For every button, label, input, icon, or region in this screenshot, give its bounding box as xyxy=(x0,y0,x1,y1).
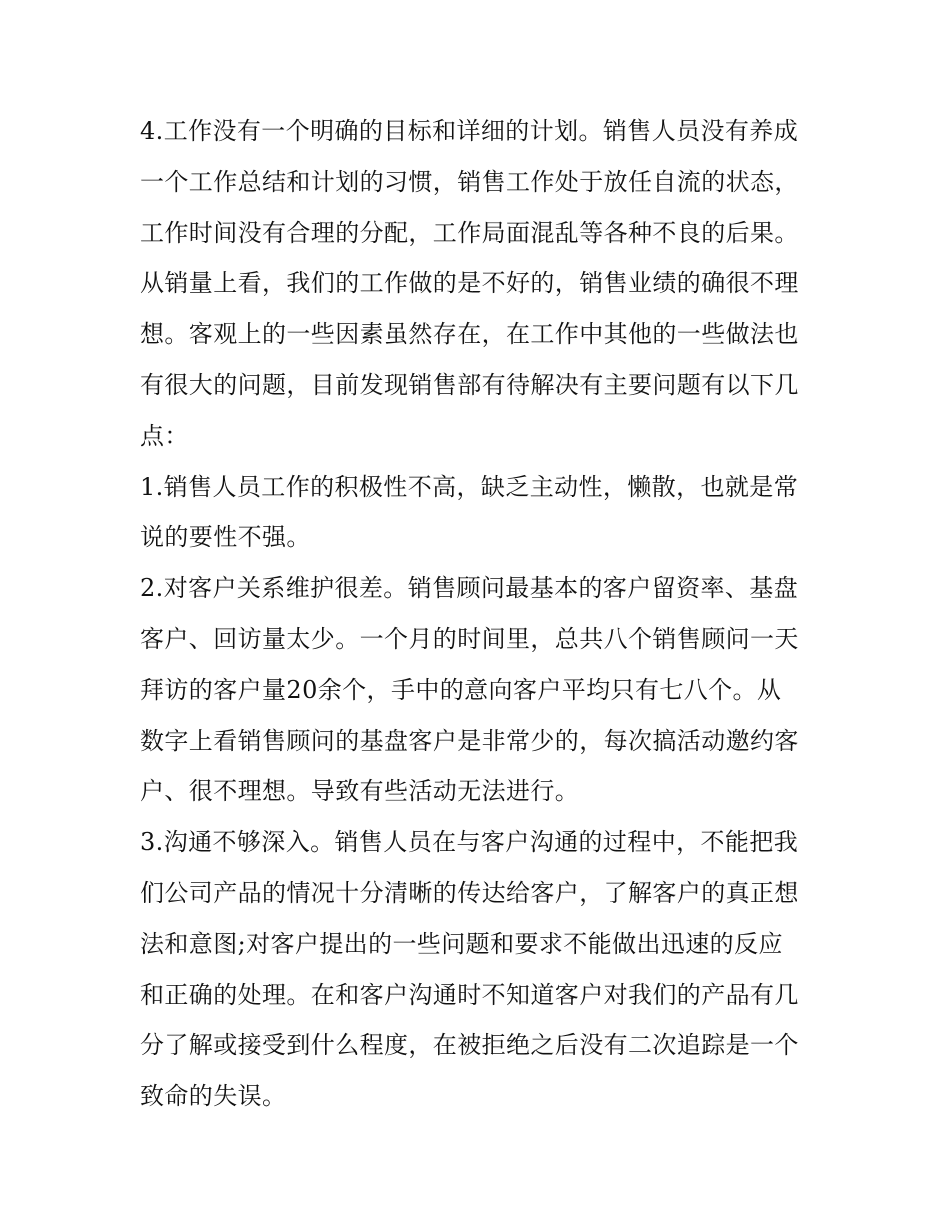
paragraph-point-3-communication: 3.沟通不够深入。销售人员在与客户沟通的过程中，不能把我 们公司产品的情况十分清晰的传达给客户，了解客户的真正想 法和意图;对客户提出的一些问题和要求不能做出迅速的反应 和正确的处理。在和客户沟通时不知道客户对我们的产品有几 分了解或接受到什么程度，在被拒绝之后没有二次追踪是一个 致命的失误。 xyxy=(140,828,799,1111)
document-body xyxy=(140,106,820,1122)
paragraph-point-2-customer-relations: 2.对客户关系维护很差。销售顾问最基本的客户留资率、基盘 客户、回访量太少。一个月的时间里，总共八个销售顾问一天 拜访的客户量20余个，手中的意向客户平均只有七八个。从 数字上看销售顾问的基盘客户是非常少的，每次搞活动邀约客 户、很不理想。导致有些活动无法进行。 xyxy=(140,574,799,806)
paragraph-point-1-motivation: 1.销售人员工作的积极性不高，缺乏主动性，懒散，也就是常 说的要性不强。 xyxy=(140,472,799,552)
paragraph-goals-and-plans: 4.工作没有一个明确的目标和详细的计划。销售人员没有养成 一个工作总结和计划的习惯，销售工作处于放任自流的状态， 工作时间没有合理的分配，工作局面混乱等各种不良的后果。 从销量上看，我们的工作做的是不好的，销售业绩的确很不理 想。客观上的一些因素虽然存在，在工作中其他的一些做法也 有很大的问题，目前发现销售部有待解决有主要问题有以下几 点： xyxy=(140,117,799,450)
